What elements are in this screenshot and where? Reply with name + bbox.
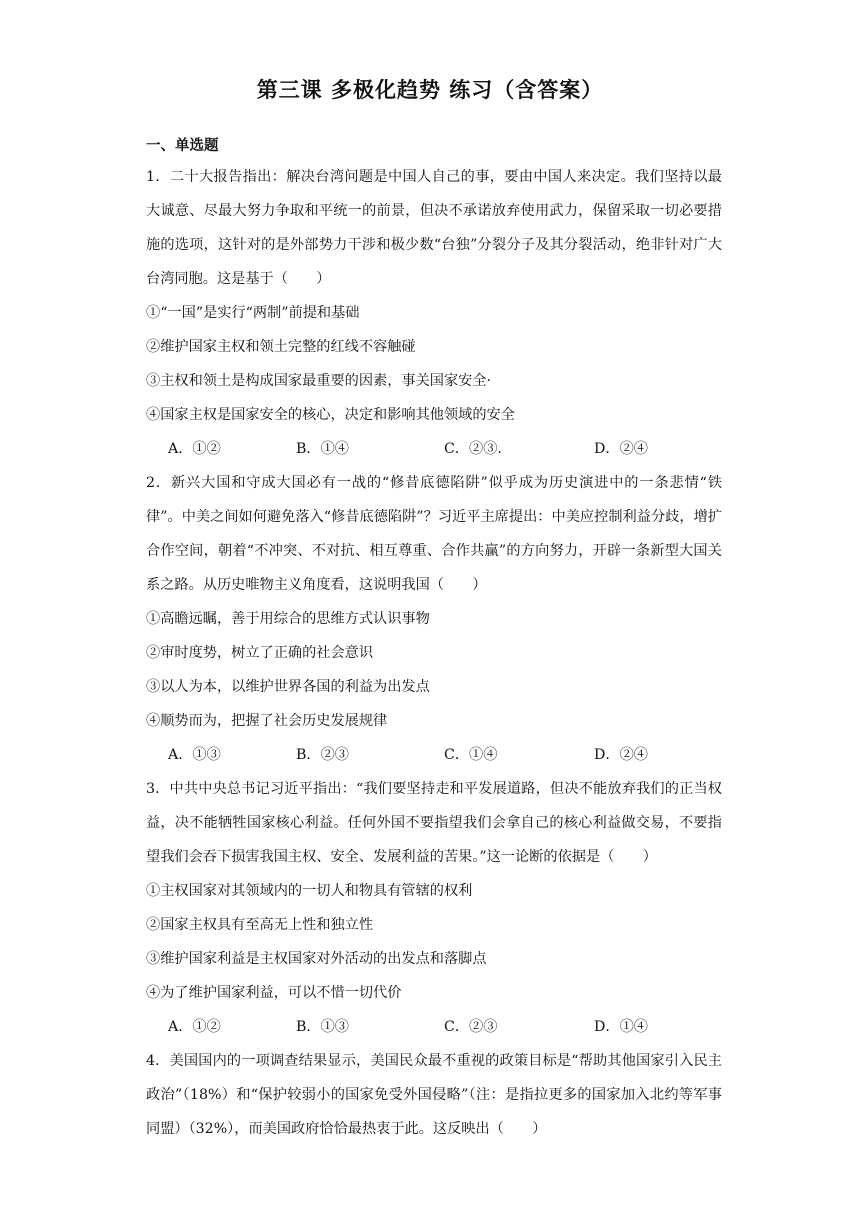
question-3 bbox=[146, 772, 722, 1044]
section-heading: 一、单选题 bbox=[146, 138, 219, 154]
choice-a[interactable]: A．①② bbox=[168, 1019, 221, 1035]
choice-d[interactable]: D．②④ bbox=[594, 441, 648, 457]
question-2 bbox=[146, 466, 722, 772]
question-list bbox=[146, 160, 722, 1146]
choice-d[interactable]: D．②④ bbox=[594, 747, 648, 763]
statement-option: ③以人为本，以维护世界各国的利益为出发点 bbox=[146, 679, 430, 695]
choice-b[interactable]: B．②③ bbox=[296, 747, 349, 763]
statement-option: ③主权和领土是构成国家最重要的因素，事关国家安全· bbox=[146, 373, 492, 389]
question-1 bbox=[146, 160, 722, 466]
choice-c[interactable]: C．②③ bbox=[444, 1019, 498, 1035]
statement-option: ③维护国家利益是主权国家对外活动的出发点和落脚点 bbox=[146, 951, 487, 967]
choice-c[interactable]: C．②③. bbox=[444, 441, 502, 457]
statement-option: ④国家主权是国家安全的核心，决定和影响其他领域的安全 bbox=[146, 407, 515, 423]
choice-a[interactable]: A．①② bbox=[168, 441, 221, 457]
statement-option: ④为了维护国家利益，可以不惜一切代价 bbox=[146, 985, 402, 1001]
statement-option: ④顺势而为，把握了社会历史发展规律 bbox=[146, 713, 388, 729]
question-stem: 4．美国国内的一项调查结果显示，美国民众最不重视的政策目标是“帮助其他国家引入民主政治”（18%）和“保护较弱小的国家免受外国侵略”（注：是指拉更多的国家加入北约等军事同盟）（32%），而美国政府恰恰最热衷于此。这反映出（ ） bbox=[146, 1053, 722, 1137]
answer-choices bbox=[146, 738, 722, 772]
choice-a[interactable]: A．①③ bbox=[168, 747, 221, 763]
answer-choices bbox=[146, 432, 722, 466]
choice-b[interactable]: B．①④ bbox=[296, 441, 349, 457]
statement-option: ②国家主权具有至高无上性和独立性 bbox=[146, 917, 374, 933]
question-stem: 1．二十大报告指出：解决台湾问题是中国人自己的事，要由中国人来决定。我们坚持以最大诚意、尽最大努力争取和平统一的前景，但决不承诺放弃使用武力，保留采取一切必要措施的选项，这针对的是外部势力干涉和极少数“台独”分裂分子及其分裂活动，绝非针对广大台湾同胞。这是基于（ ） bbox=[146, 169, 722, 287]
question-stem: 3．中共中央总书记习近平指出：“我们要坚持走和平发展道路，但决不能放弃我们的正当权益，决不能牺牲国家核心利益。任何外国不要指望我们会拿自己的核心利益做交易，不要指望我们会吞下损害我国主权、安全、发展利益的苦果。”这一论断的依据是（ ） bbox=[146, 781, 722, 865]
statement-option: ①高瞻远瞩，善于用综合的思维方式认识事物 bbox=[146, 611, 430, 627]
choice-c[interactable]: C．①④ bbox=[444, 747, 498, 763]
statement-option: ②维护国家主权和领土完整的红线不容触碰 bbox=[146, 339, 416, 355]
question-stem: 2．新兴大国和守成大国必有一战的“修昔底德陷阱”似乎成为历史演进中的一条悲情“铁律”。中美之间如何避免落入“修昔底德陷阱”？习近平主席提出：中美应控制利益分歧，增扩合作空间，朝着“不冲突、不对抗、相互尊重、合作共赢”的方向努力，开辟一条新型大国关系之路。从历史唯物主义角度看，这说明我国（ ） bbox=[146, 475, 722, 593]
choice-b[interactable]: B．①③ bbox=[296, 1019, 349, 1035]
statement-option: ②审时度势，树立了正确的社会意识 bbox=[146, 645, 374, 661]
statement-option: ①“一国”是实行“两制”前提和基础 bbox=[146, 305, 360, 321]
choice-d[interactable]: D．①④ bbox=[594, 1019, 648, 1035]
statement-option: ①主权国家对其领域内的一切人和物具有管辖的权利 bbox=[146, 883, 473, 899]
answer-choices bbox=[146, 1010, 722, 1044]
question-4 bbox=[146, 1044, 722, 1146]
document-title: 第三课 多极化趋势 练习（含答案） bbox=[256, 78, 604, 102]
